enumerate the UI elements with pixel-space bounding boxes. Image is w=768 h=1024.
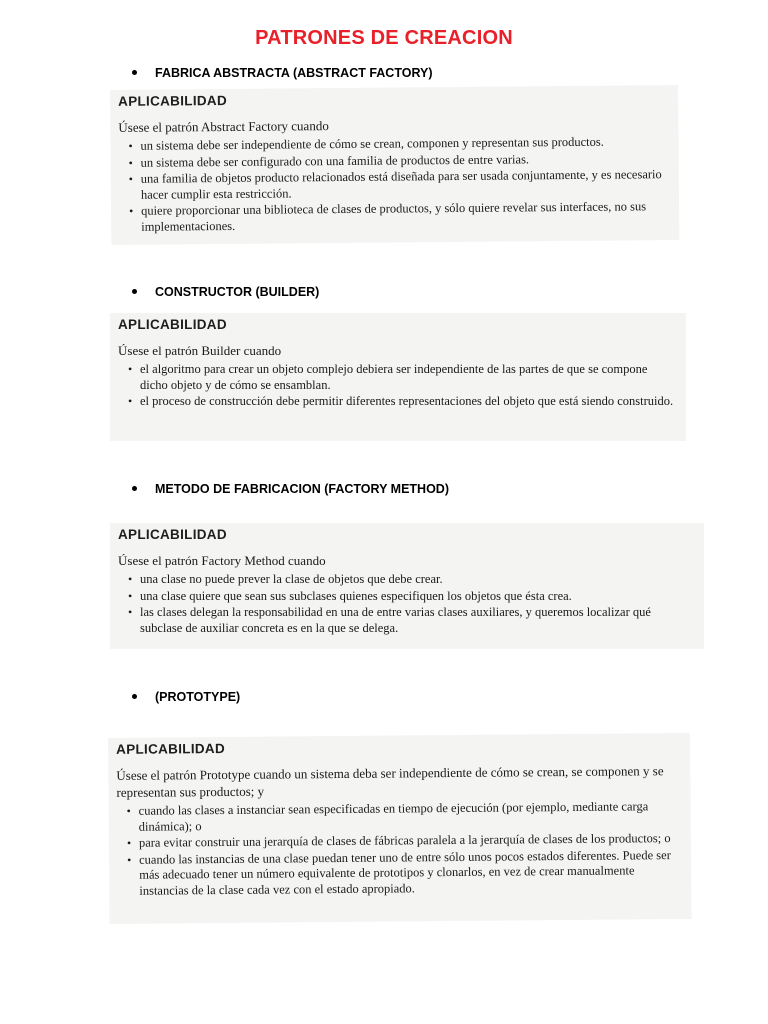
list-item: • para evitar construir una jerarquía de clases de fábricas paralela a la jerarquía de clases de los productos; o [139, 831, 681, 851]
list-item: • cuando las instancias de una clase puedan tener uno de entre sólo unos pocos estados diferentes. Puede ser más adecuado tener un número equivalente de prototipos y clonarlos, en vez de crear manualmente instancias de la clase cada vez con el estado apropiado. [139, 848, 681, 899]
applicability-list [118, 572, 694, 636]
applicability-list [118, 362, 676, 410]
applicability-heading: APLICABILIDAD [118, 527, 227, 542]
section-heading-label: (PROTOTYPE) [155, 690, 241, 704]
scanned-applicability-abstract-factory [110, 85, 679, 245]
list-item: • una clase no puede prever la clase de objetos que debe crear. [140, 572, 694, 588]
list-item: • cuando las clases a instanciar sean especificadas en tiempo de ejecución (por ejemplo, mediante carga dinámica); o [139, 799, 681, 835]
section-heading-abstract-factory [132, 66, 433, 80]
section-heading-label: FABRICA ABSTRACTA (ABSTRACT FACTORY) [155, 66, 433, 80]
bullet-icon [132, 694, 137, 699]
applicability-heading: APLICABILIDAD [118, 317, 227, 332]
section-heading-label: METODO DE FABRICACION (FACTORY METHOD) [155, 482, 449, 496]
applicability-intro: Úsese el patrón Abstract Factory cuando [118, 118, 329, 135]
section-heading-label: CONSTRUCTOR (BUILDER) [155, 285, 320, 299]
applicability-intro: Úsese el patrón Factory Method cuando [118, 553, 326, 568]
applicability-list [117, 799, 682, 899]
list-item: • quiere proporcionar una biblioteca de clases de productos, y sólo quiere revelar sus interfaces, no sus implementaciones. [141, 199, 669, 235]
applicability-heading: APLICABILIDAD [116, 740, 226, 757]
applicability-heading: APLICABILIDAD [118, 92, 228, 109]
list-item: • una clase quiere que sean sus subclases quienes especifiquen los objetos que ésta crea. [140, 589, 694, 605]
scanned-applicability-builder [110, 313, 686, 441]
bullet-icon [132, 70, 137, 75]
applicability-intro: Úsese el patrón Builder cuando [118, 343, 282, 358]
section-heading-factory-method [132, 482, 449, 496]
bullet-icon [132, 486, 137, 491]
page-title: PATRONES DE CREACION [255, 27, 513, 49]
section-heading-prototype [132, 690, 240, 704]
bullet-icon [132, 289, 137, 294]
list-item: • el algoritmo para crear un objeto complejo debiera ser independiente de las partes de que se compone dicho objeto y de cómo se ensamblan. [140, 362, 676, 393]
scanned-applicability-prototype [108, 733, 692, 924]
applicability-list [118, 134, 669, 235]
scanned-applicability-factory-method [110, 523, 704, 649]
list-item: • las clases delegan la responsabilidad en una de entre varias clases auxiliares, y queremos localizar qué subclase de auxiliar concreta es en la que se delega. [140, 605, 694, 636]
applicability-intro: Úsese el patrón Prototype cuando un sistema deba ser independiente de cómo se crean, se componen y se representan sus productos; y [116, 763, 664, 800]
list-item: • un sistema debe ser configurado con una familia de productos de entre varias. [141, 151, 669, 171]
list-item: • un sistema debe ser independiente de cómo se crean, componen y representan sus productos. [140, 134, 668, 154]
list-item: • una familia de objetos producto relacionados está diseñada para ser usada conjuntamente, y es necesario hacer cumplir esta restricción. [141, 167, 669, 203]
section-heading-builder [132, 285, 319, 299]
list-item: • el proceso de construcción debe permitir diferentes representaciones del objeto que está siendo construido. [140, 394, 676, 410]
